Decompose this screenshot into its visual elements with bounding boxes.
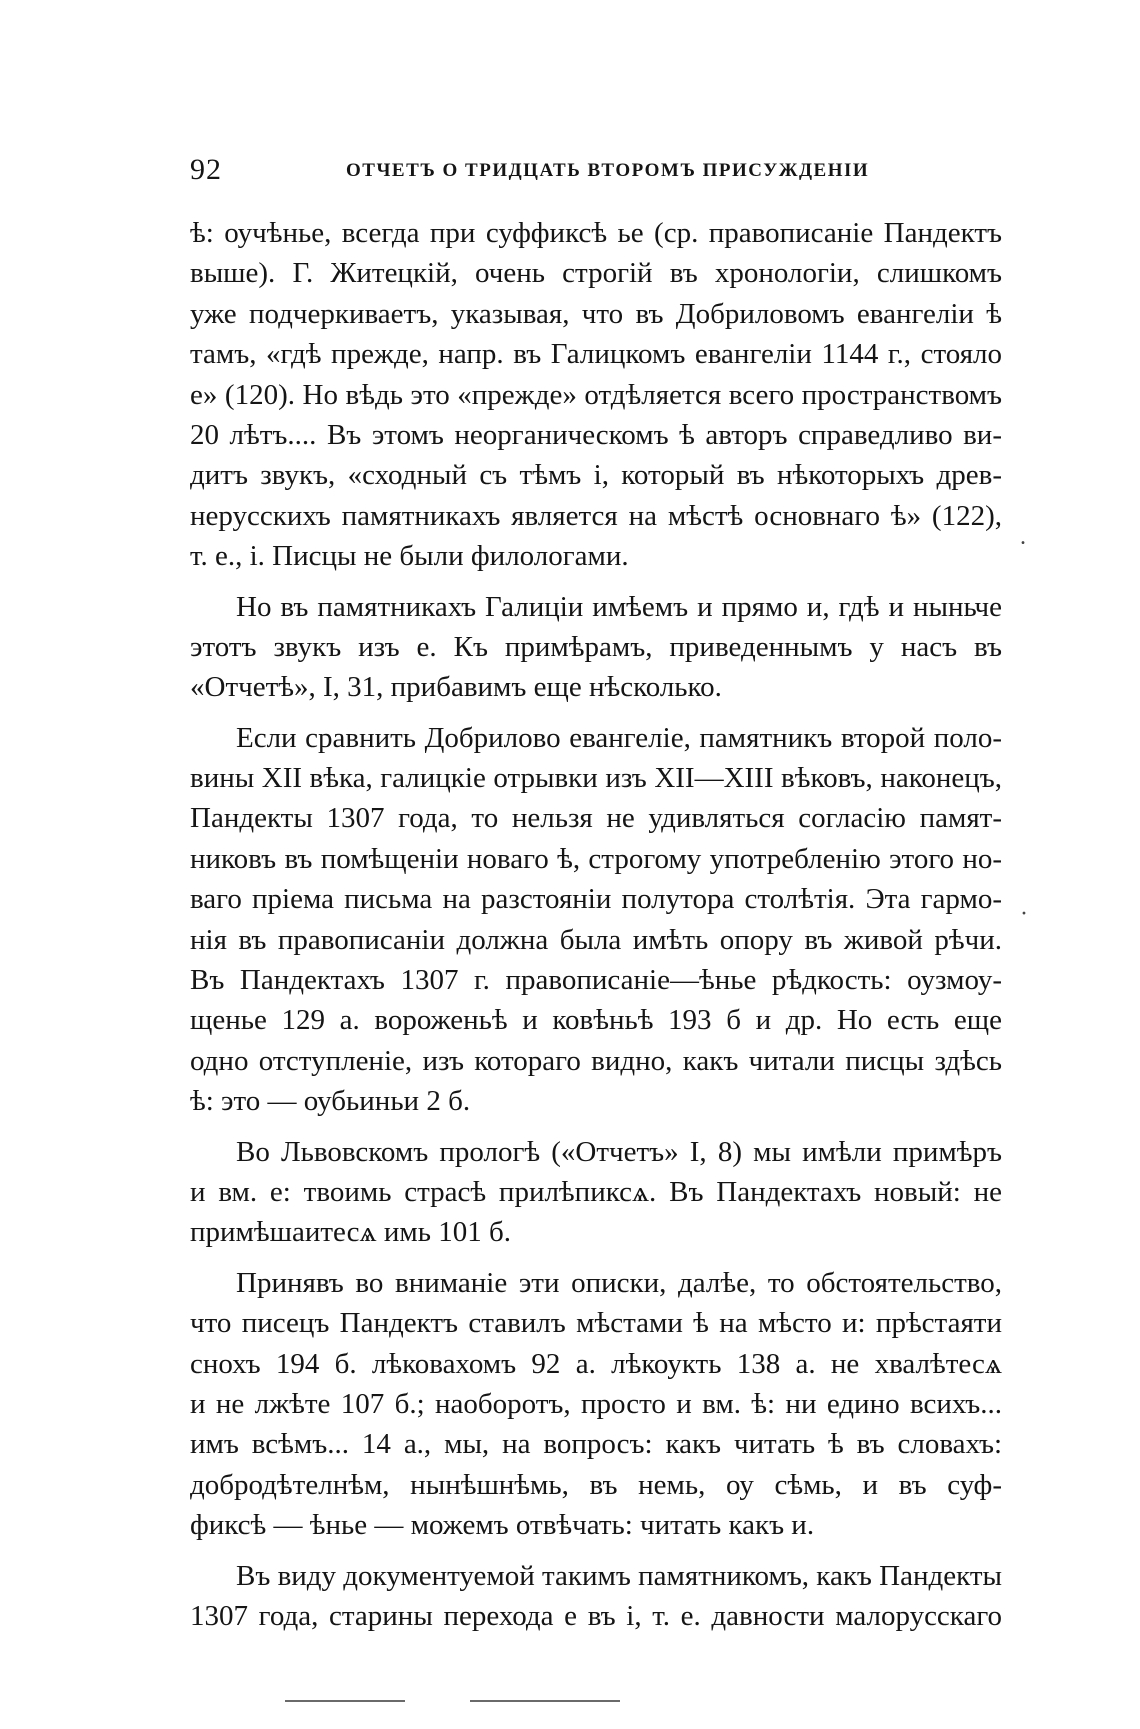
text-line: Если сравнить Добрилово евангеліе, памятникъ второй поло-	[236, 721, 1002, 754]
text-line: нерусскихъ памятникахъ является на мѣстѣ основнаго ѣ» (122),	[190, 499, 1002, 532]
running-title: ОТЧЕТЪ О ТРИДЦАТЬ ВТОРОМЪ ПРИСУЖДЕНІИ	[346, 160, 870, 181]
paragraph-spacer	[190, 577, 1002, 587]
text-line: Въ Пандектахъ 1307 г. правописаніе—ѣнье рѣдкость: оузмоу-	[190, 964, 1002, 997]
text-line: и вм. е: твоимь страсѣ прилѣпиксѧ. Въ Пандектахъ новый: не	[190, 1175, 1002, 1208]
text-line: Принявъ во вниманіе эти описки, далѣе, то обстоятельство,	[236, 1266, 1002, 1299]
body-text	[190, 213, 1002, 1636]
margin-speck: .	[1020, 524, 1026, 550]
page-number: 92	[190, 153, 222, 186]
text-line: выше). Г. Житецкій, очень строгій въ хронологіи, слишкомъ	[190, 257, 1002, 290]
text-line: т. е., і. Писцы не были филологами.	[190, 540, 629, 573]
paragraph-2	[190, 587, 1002, 708]
text-line: «Отчетѣ», I, 31, прибавимъ еще нѣсколько.	[190, 671, 722, 704]
text-line: фиксѣ — ѣнье — можемъ отвѣчать: читать какъ и.	[190, 1509, 815, 1542]
footer-rule	[470, 1700, 620, 1702]
paragraph-spacer	[190, 1546, 1002, 1556]
text-line: ѣ: оучѣнье, всегда при суффиксѣ ье (ср. правописаніе Пандектъ	[190, 217, 1002, 249]
paragraph-spacer	[190, 1253, 1002, 1263]
text-line: никовъ въ помѣщеніи новаго ѣ, строгому употребленію этого но-	[190, 842, 1002, 875]
paragraph-6	[190, 1556, 1002, 1637]
text-line: что писецъ Пандектъ ставилъ мѣстами ѣ на мѣсто и: прѣстаяти	[190, 1307, 1002, 1340]
text-line: дитъ звукъ, «сходный съ тѣмъ і, который въ нѣкоторыхъ древ-	[190, 459, 1002, 492]
text-line: щенье 129 а. вороженьѣ и ковѣньѣ 193 б и др. Но есть еще	[190, 1004, 1002, 1037]
text-line: снохъ 194 б. лѣковахомъ 92 а. лѣкоукть 138 а. не хвалѣтесѧ	[190, 1347, 1002, 1380]
text-line: уже подчеркиваетъ, указывая, что въ Добриловомъ евангеліи ѣ	[190, 297, 1002, 330]
paragraph-4	[190, 1132, 1002, 1253]
page-header	[190, 150, 1002, 190]
text-line: 20 лѣтъ.... Въ этомъ неорганическомъ ѣ авторъ справедливо ви-	[190, 418, 1002, 451]
paragraph-spacer	[190, 1122, 1002, 1132]
text-line: и не лжѣте 107 б.; наоборотъ, просто и вм. ѣ: ни едино всихъ...	[190, 1387, 1002, 1420]
text-line: 1307 года, старины перехода е въ і, т. е. давности малорусскаго	[190, 1599, 1002, 1632]
text-line: одно отступленіе, изъ котораго видно, какъ читали писцы здѣсь	[190, 1044, 1002, 1077]
paragraph-5	[190, 1263, 1002, 1546]
paragraph-spacer	[190, 708, 1002, 718]
margin-speck: ·	[1020, 901, 1028, 927]
text-line: е» (120). Но вѣдь это «прежде» отдѣляется всего пространствомъ	[190, 378, 1002, 411]
text-line: тамъ, «гдѣ прежде, напр. въ Галицкомъ евангеліи 1144 г., стояло	[190, 338, 1002, 371]
text-line: Въ виду документуемой такимъ памятникомъ, какъ Пандекты	[236, 1559, 1002, 1592]
paragraph-3	[190, 718, 1002, 1122]
text-line: ваго пріема письма на разстояніи полутора столѣтія. Эта гармо-	[190, 883, 1002, 916]
text-line: примѣшаитесѧ имь 101 б.	[190, 1216, 511, 1249]
text-line: имъ всѣмъ... 14 а., мы, на вопросъ: какъ читать ѣ въ словахъ:	[190, 1428, 1002, 1461]
text-line: нія въ правописаніи должна была имѣть опору въ живой рѣчи.	[190, 923, 1002, 956]
text-line: этотъ звукъ изъ е. Къ примѣрамъ, приведеннымъ у насъ въ	[190, 630, 1002, 663]
text-line: добродѣтелнѣм, нынѣшнѣмь, въ немь, оу сѣмь, и въ суф-	[190, 1468, 1002, 1501]
text-line: Пандекты 1307 года, то нельзя не удивляться согласію памят-	[190, 802, 1002, 835]
paragraph-1	[190, 213, 1002, 577]
text-line: Но въ памятникахъ Галиціи имѣемъ и прямо и, гдѣ и ныньче	[236, 590, 1002, 623]
text-line: вины XII вѣка, галицкіе отрывки изъ XII—XIII вѣковъ, наконецъ,	[190, 762, 1002, 795]
text-line: ѣ: это — оубьиньи 2 б.	[190, 1085, 471, 1118]
footer-rule	[285, 1700, 405, 1702]
text-line: Во Львовскомъ прологѣ («Отчетъ» I, 8) мы имѣли примѣръ	[236, 1135, 1002, 1168]
